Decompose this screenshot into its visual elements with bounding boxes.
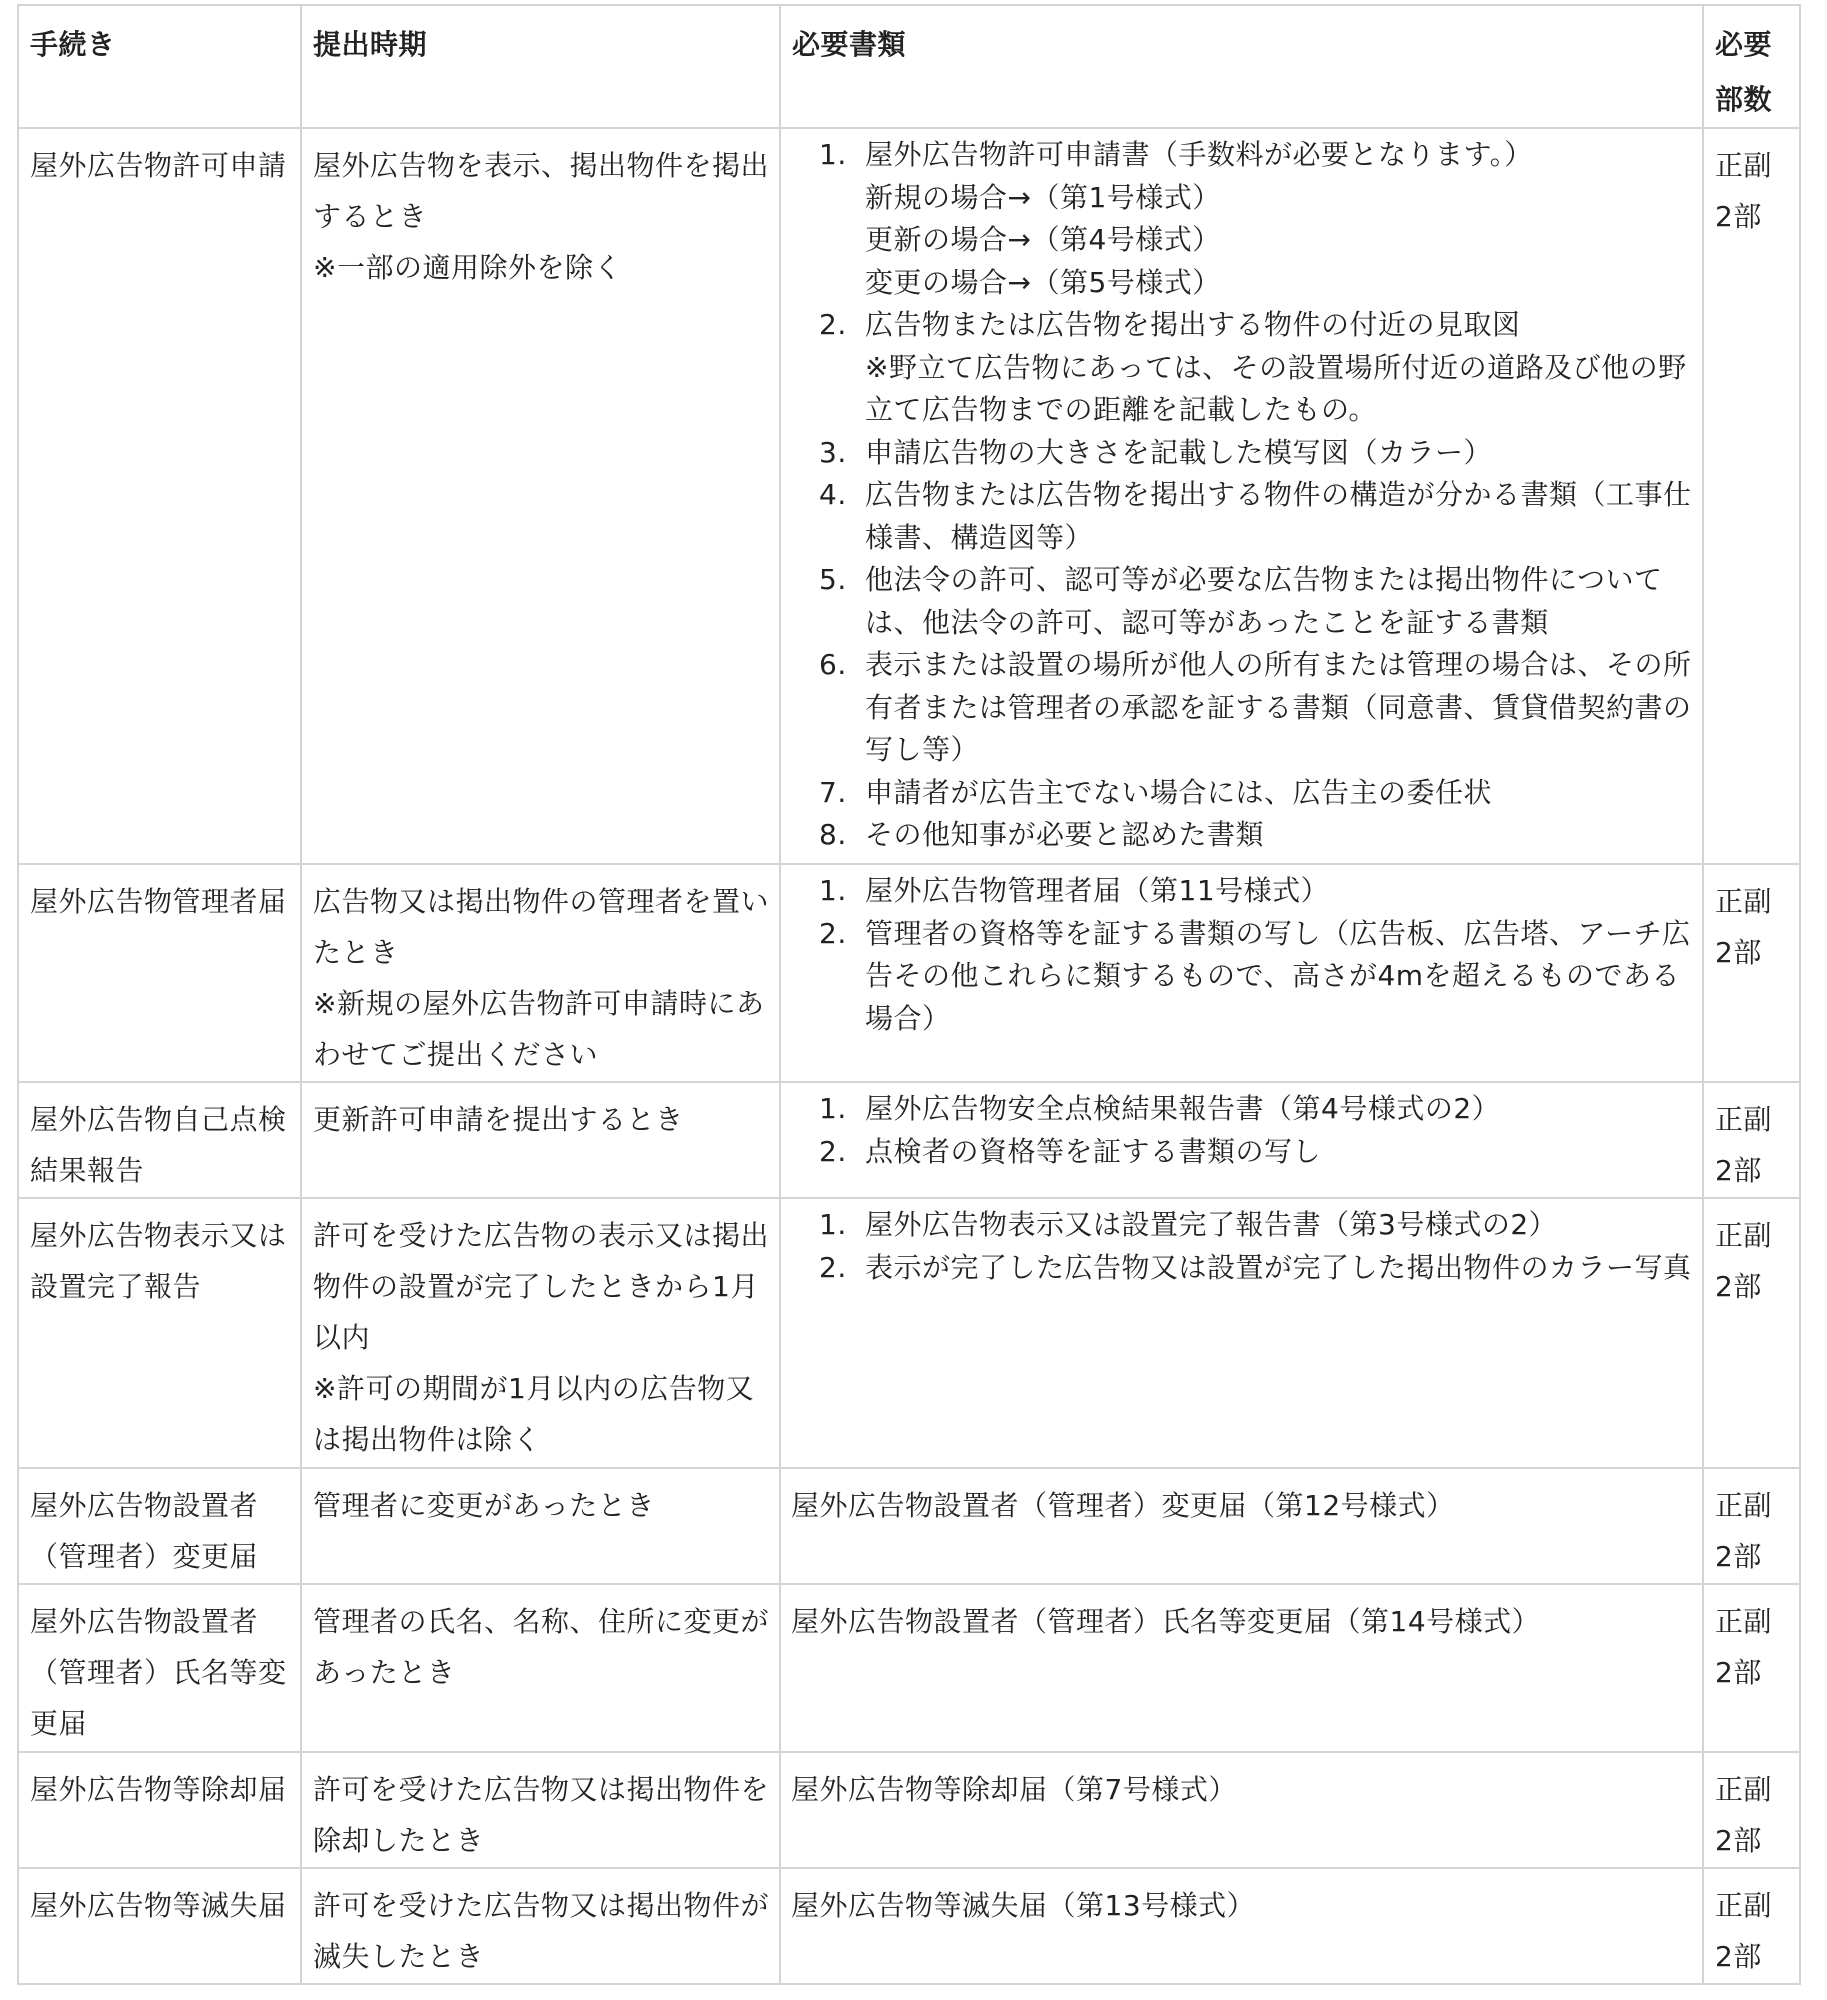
timing-cell	[301, 1868, 780, 1984]
document-number: 7.	[819, 775, 847, 809]
timing-cell	[301, 1584, 780, 1752]
document-item	[819, 772, 1692, 815]
procedure-cell: 屋外広告物許可申請	[18, 128, 301, 864]
copies-cell: 正副2部	[1703, 1868, 1800, 1984]
procedure-cell: 屋外広告物設置者（管理者）変更届	[18, 1468, 301, 1584]
procedure-cell: 屋外広告物等除却届	[18, 1752, 301, 1868]
documents-cell: 屋外広告物等滅失届（第13号様式）	[780, 1868, 1703, 1984]
table-row	[18, 864, 1800, 1082]
copies-cell: 正副2部	[1703, 1584, 1800, 1752]
timing-cell	[301, 864, 780, 1082]
document-item	[819, 814, 1692, 857]
document-text: 管理者の資格等を証する書類の写し（広告板、広告塔、アーチ広告その他これらに類するもので、高さが4mを超えるものである場合）	[865, 916, 1691, 1035]
document-item	[819, 1131, 1692, 1174]
documents-list	[791, 870, 1692, 1040]
document-text: 他法令の許可、認可等が必要な広告物または掲出物件については、他法令の許可、認可等があったことを証する書類	[865, 563, 1663, 639]
procedure-cell: 屋外広告物設置者（管理者）氏名等変更届	[18, 1584, 301, 1752]
document-number: 2.	[819, 1250, 847, 1284]
procedure-cell: 屋外広告物管理者届	[18, 864, 301, 1082]
document-item	[819, 913, 1692, 1041]
copies-cell: 正副2部	[1703, 1198, 1800, 1468]
table-row	[18, 1752, 1800, 1868]
timing-text: 管理者の氏名、名称、住所に変更があったとき	[313, 1605, 770, 1689]
timing-cell	[301, 128, 780, 864]
document-item	[819, 870, 1692, 913]
documents-cell	[780, 1198, 1703, 1468]
document-number: 2.	[819, 308, 847, 341]
document-number: 1.	[819, 138, 847, 171]
table-row	[18, 1584, 1800, 1752]
documents-list	[791, 1088, 1692, 1173]
documents-cell: 屋外広告物等除却届（第7号様式）	[780, 1752, 1703, 1868]
timing-cell	[301, 1082, 780, 1198]
table-row	[18, 1868, 1800, 1984]
documents-cell: 屋外広告物設置者（管理者）氏名等変更届（第14号様式）	[780, 1584, 1703, 1752]
document-number: 5.	[819, 563, 847, 596]
document-text: 屋外広告物管理者届（第11号様式）	[865, 874, 1330, 907]
document-item	[819, 134, 1692, 304]
document-number: 8.	[819, 818, 847, 851]
documents-cell	[780, 864, 1703, 1082]
document-text: 広告物または広告物を掲出する物件の付近の見取図	[865, 308, 1521, 341]
document-number: 2.	[819, 916, 847, 950]
document-subtext: 更新の場合→（第4号様式）	[865, 223, 1221, 256]
table-row	[18, 1468, 1800, 1584]
timing-text: 許可を受けた広告物の表示又は掲出物件の設置が完了したときから1月以内	[313, 1219, 770, 1354]
document-number: 6.	[819, 648, 847, 681]
timing-text: ※新規の屋外広告物許可申請時にあわせてご提出ください	[313, 987, 765, 1071]
timing-text: 許可を受けた広告物又は掲出物件を除却したとき	[313, 1773, 770, 1857]
document-number: 3.	[819, 435, 847, 469]
document-text: 申請広告物の大きさを記載した模写図（カラー）	[865, 435, 1493, 469]
document-text: 表示が完了した広告物又は設置が完了した掲出物件のカラー写真	[865, 1250, 1692, 1284]
table-row	[18, 128, 1800, 864]
document-item	[819, 432, 1692, 475]
document-text: 申請者が広告主でない場合には、広告主の委任状	[865, 775, 1493, 809]
table-header-row	[18, 5, 1800, 128]
timing-text: 許可を受けた広告物又は掲出物件が滅失したとき	[313, 1889, 770, 1973]
copies-cell: 正副2部	[1703, 1468, 1800, 1584]
document-item	[819, 1247, 1692, 1290]
document-item	[819, 474, 1692, 559]
timing-cell	[301, 1752, 780, 1868]
table-body	[18, 128, 1800, 1984]
timing-text: 広告物又は掲出物件の管理者を置いたとき	[313, 885, 770, 969]
timing-text: ※一部の適用除外を除く	[313, 251, 622, 284]
procedure-cell: 屋外広告物等滅失届	[18, 1868, 301, 1984]
document-text: 屋外広告物許可申請書（手数料が必要となります。）	[865, 138, 1533, 171]
documents-cell	[780, 1082, 1703, 1198]
document-item	[819, 1088, 1692, 1131]
timing-text: 更新許可申請を提出するとき	[313, 1103, 684, 1136]
procedure-cell: 屋外広告物自己点検結果報告	[18, 1082, 301, 1198]
timing-cell	[301, 1198, 780, 1468]
document-subtext: ※野立て広告物にあっては、その設置場所付近の道路及び他の野立て広告物までの距離を記載したもの。	[865, 350, 1687, 426]
document-text: 屋外広告物安全点検結果報告書（第4号様式の2）	[865, 1092, 1501, 1125]
copies-cell: 正副2部	[1703, 864, 1800, 1082]
header-documents: 必要書類	[780, 5, 1703, 128]
document-text: 表示または設置の場所が他人の所有または管理の場合は、その所有者または管理者の承認を証する書類（同意書、賃貸借契約書の写し等）	[865, 648, 1692, 766]
document-item	[819, 1204, 1692, 1247]
copies-cell: 正副2部	[1703, 1082, 1800, 1198]
copies-cell: 正副2部	[1703, 128, 1800, 864]
table-row	[18, 1198, 1800, 1468]
documents-cell: 屋外広告物設置者（管理者）変更届（第12号様式）	[780, 1468, 1703, 1584]
document-text: 点検者の資格等を証する書類の写し	[865, 1134, 1322, 1168]
document-number: 1.	[819, 1092, 847, 1125]
document-subtext: 変更の場合→（第5号様式）	[865, 265, 1221, 299]
table-row	[18, 1082, 1800, 1198]
documents-list	[791, 1204, 1692, 1289]
document-item	[819, 644, 1692, 772]
timing-text: ※許可の期間が1月以内の広告物又は掲出物件は除く	[313, 1372, 755, 1456]
header-timing: 提出時期	[301, 5, 780, 128]
document-number: 1.	[819, 874, 847, 907]
document-text: その他知事が必要と認めた書類	[865, 818, 1265, 851]
timing-text: 屋外広告物を表示、掲出物件を掲出するとき	[313, 149, 770, 233]
document-text: 屋外広告物表示又は設置完了報告書（第3号様式の2）	[865, 1208, 1558, 1241]
document-item	[819, 559, 1692, 644]
copies-cell: 正副2部	[1703, 1752, 1800, 1868]
document-number: 1.	[819, 1208, 847, 1241]
documents-list	[791, 134, 1692, 857]
timing-text: 管理者に変更があったとき	[313, 1489, 655, 1522]
document-item	[819, 304, 1692, 432]
header-procedure: 手続き	[18, 5, 301, 128]
document-text: 広告物または広告物を掲出する物件の構造が分かる書類（工事仕様書、構造図等）	[865, 478, 1692, 554]
header-copies: 必要部数	[1703, 5, 1800, 128]
procedure-cell: 屋外広告物表示又は設置完了報告	[18, 1198, 301, 1468]
document-number: 4.	[819, 478, 847, 511]
procedures-table	[17, 4, 1801, 1985]
documents-cell	[780, 128, 1703, 864]
document-number: 2.	[819, 1134, 847, 1168]
document-subtext: 新規の場合→（第1号様式）	[865, 180, 1221, 214]
timing-cell	[301, 1468, 780, 1584]
